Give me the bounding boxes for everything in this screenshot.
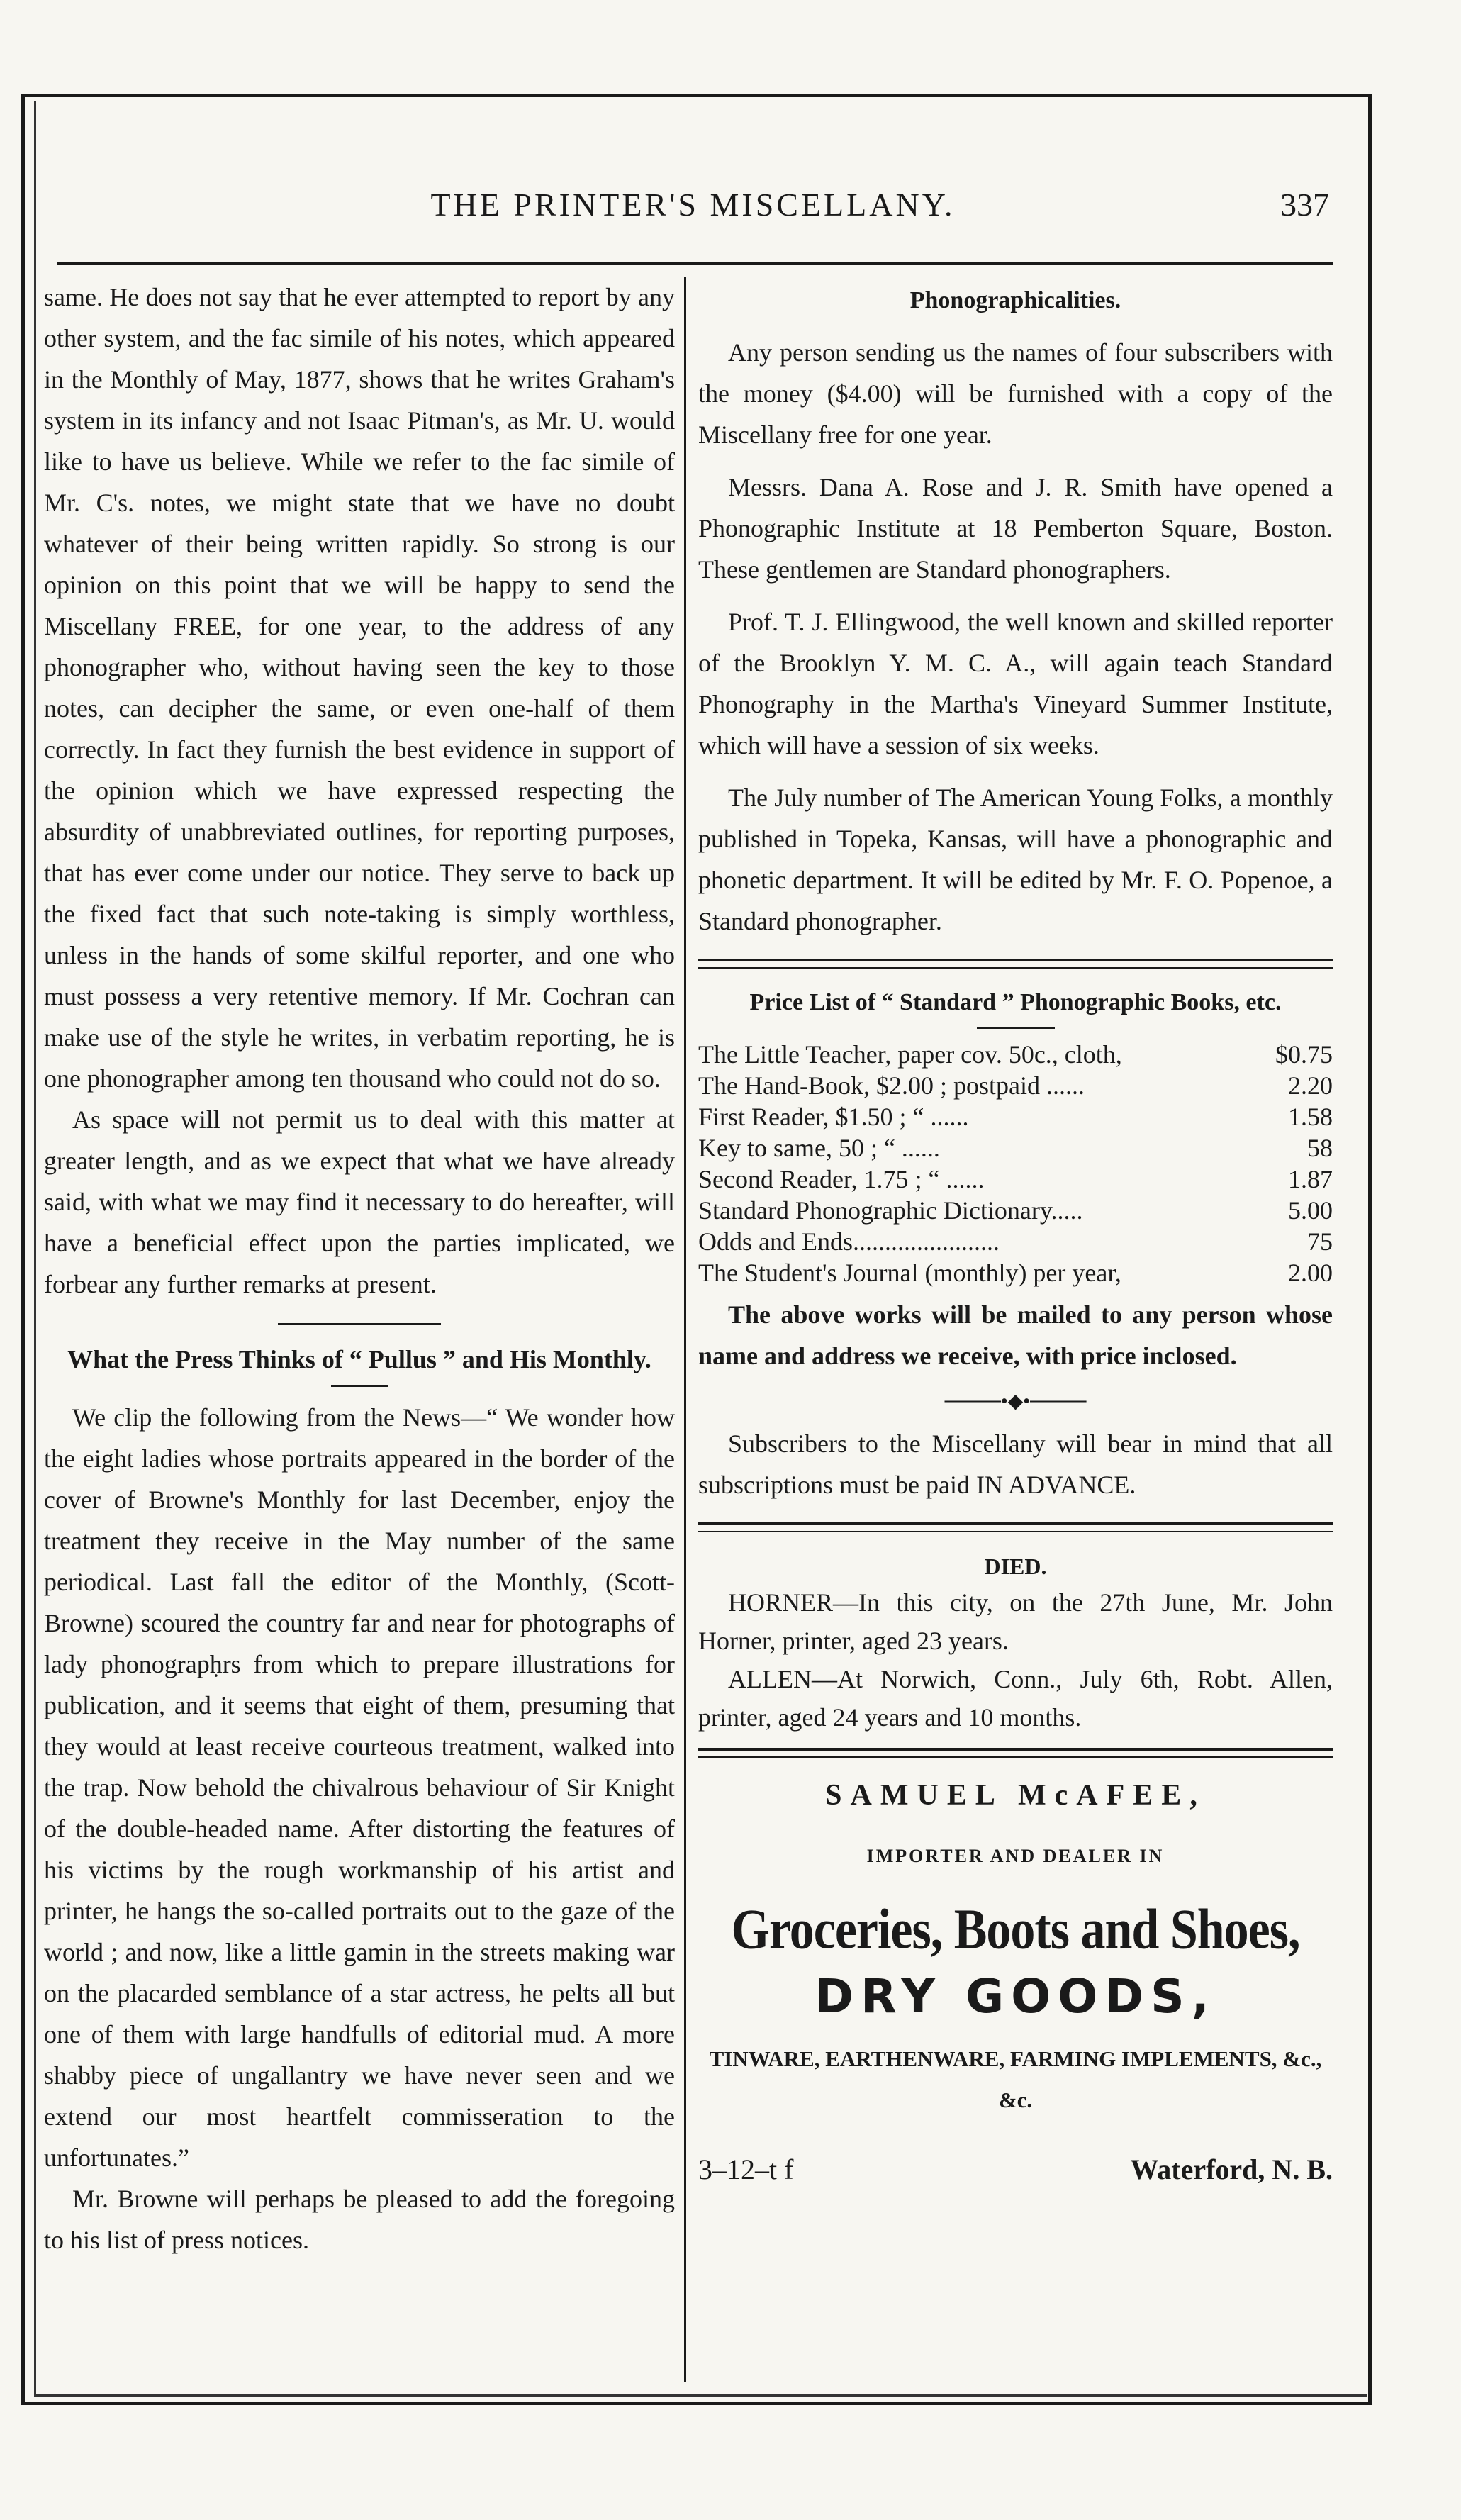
price-item: Standard Phonographic Dictionary..... — [698, 1196, 1083, 1225]
died-top-rule — [698, 1522, 1333, 1532]
phonographicalities-heading: Phonographicalities. — [909, 287, 1121, 313]
table-row — [698, 1070, 1333, 1101]
right-column — [698, 278, 1333, 2190]
column-divider — [684, 277, 686, 2382]
table-row — [698, 1132, 1333, 1164]
right-paragraph-3: Prof. T. J. Ellingwood, the well known and skilled reporter of the Brooklyn Y. M. C. A., will again teach Standard Phonography in the Martha's Vineyard Summer Institute, which will have a session of six weeks. — [698, 608, 1333, 759]
obituary-horner: HORNER—In this city, on the 27th June, Mr. John Horner, printer, aged 23 years. — [698, 1588, 1333, 1655]
price-value: $0.75 — [1275, 1040, 1333, 1069]
table-row — [698, 1257, 1333, 1288]
price-item: The Little Teacher, paper cov. 50c., cloth, — [698, 1040, 1122, 1069]
price-value: 1.58 — [1288, 1103, 1333, 1131]
left-paragraph-1: same. He does not say that he ever attempted to report by any other system, and the fac simile of his notes, which appeared in the Monthly of May, 1877, shows that he writes Graham's system in its infancy and not Isaac Pitman's, as Mr. U. would like to have us believe. While we refer to the fac simile of Mr. C's. notes, we might state that we have no doubt whatever of their being written rapidly. So strong is our opinion on this point that we will be happy to send the Miscellany FREE, for one year, to the address of any phonographer who, without having seen the key to those notes, can decipher the same, or even one-half of them correctly. In fact they furnish the best evidence in support of the opinion which we have expressed respecting the absurdity of unabbreviated outlines, for reporting purposes, that has ever come under our notice. They serve to back up the fixed fact that such note-taking is simply worthless, unless in the hands of some skilful reporter, and one who must possess a very retentive memory. If Mr. Cochran can make use of the style he writes, in verbatim reporting, he is one phonographer among ten thousand who could not do so. — [44, 283, 675, 1093]
advertiser-wares: TINWARE, EARTHENWARE, FARMING IMPLEMENTS, &c., &c. — [709, 2046, 1322, 2112]
running-title: THE PRINTER'S MISCELLANY. — [430, 186, 956, 223]
table-row — [698, 1195, 1333, 1226]
header-rule — [57, 262, 1333, 265]
price-item: Second Reader, 1.75 ; “ ...... — [698, 1165, 985, 1193]
right-paragraph-2: Messrs. Dana A. Rose and J. R. Smith have opened a Phonographic Institute at 18 Pemberton Square, Boston. These gentlemen are Standard phonographers. — [698, 473, 1333, 584]
price-item: The Hand-Book, $2.00 ; postpaid ...... — [698, 1071, 1085, 1100]
advertisement — [698, 1775, 1333, 2190]
page-header — [57, 186, 1329, 235]
subscribers-note: Subscribers to the Miscellany will bear in mind that all subscriptions must be paid IN ADVANCE. — [698, 1429, 1333, 1499]
left-column — [44, 277, 675, 2260]
price-item: First Reader, $1.50 ; “ ...... — [698, 1103, 969, 1131]
table-row — [698, 1226, 1333, 1257]
advertiser-goods: Groceries, Boots and Shoes, — [731, 1898, 1300, 1961]
advertisement-rule — [698, 1748, 1333, 1758]
price-value: 75 — [1307, 1227, 1333, 1256]
advertiser-location: Waterford, N. B. — [1130, 2153, 1333, 2185]
ornament-divider: ────•◆•──── — [944, 1390, 1087, 1412]
advertiser-name: SAMUEL McAFEE, — [825, 1779, 1206, 1812]
right-paragraph-4: The July number of The American Young Folks, a monthly published in Topeka, Kansas, will have a phonographic and phonetic department. It will be edited by Mr. F. O. Popenoe, a Standard phonographer. — [698, 784, 1333, 935]
advertiser-dry-goods: DRY GOODS, — [815, 1969, 1216, 2024]
left-paragraph-2: As space will not permit us to deal with this matter at greater length, and as we expect that what we have already said, with what we may find it necessary to do hereafter, will have a beneficial effect upon the parties implicated, we forbear any further remarks at present. — [44, 1105, 675, 1298]
price-list-heading: Price List of “ Standard ” Phonographic Books, etc. — [749, 989, 1282, 1015]
section-rule — [278, 1323, 441, 1325]
price-value: 1.87 — [1288, 1165, 1333, 1193]
price-item: Key to same, 50 ; “ ...... — [698, 1134, 940, 1162]
left-paragraph-3: We clip the following from the News—“ We wonder how the eight ladies whose portraits appeared in the border of the cover of Browne's Monthly for last December, enjoy the treatment they receive in the May number of the same periodical. Last fall the editor of the Monthly, (Scott-Browne) scoured the country far and near for photographs of lady phonograpḥrs from which to prepare illustrations for publication, and it seems that eight of them, presuming that they would at least receive courteous treatment, walked into the trap. Now behold the chivalrous behaviour of Sir Knight of the double-headed name. After distorting the features of his victims by the rough workmanship of his artist and printer, he hangs the so-called portraits out to the gaze of the world ; and now, like a little gamin in the streets making war on the placarded semblance of a star actress, he pelts all but one of them with large handfulls of editorial mud. A more shabby piece of ungallantry we have never seen and we extend our most heartfelt commisseration to the unfortunates.” — [44, 1403, 675, 2172]
heading-rule — [331, 1385, 388, 1387]
left-paragraph-4: Mr. Browne will perhaps be pleased to add the foregoing to his list of press notices. — [44, 2185, 675, 2254]
table-row — [698, 1164, 1333, 1195]
table-row — [698, 1039, 1333, 1070]
section-double-rule — [698, 959, 1333, 969]
advertiser-trade: IMPORTER AND DEALER IN — [866, 1846, 1165, 1866]
price-value: 2.00 — [1288, 1259, 1333, 1287]
died-heading: DIED. — [984, 1554, 1047, 1579]
price-value: 58 — [1307, 1134, 1333, 1162]
price-note: The above works will be mailed to any person whose name and address we receive, with price inclosed. — [698, 1300, 1333, 1370]
page-number: 337 — [1280, 186, 1329, 223]
price-item: The Student's Journal (monthly) per year, — [698, 1259, 1121, 1287]
table-row — [698, 1101, 1333, 1132]
obituary-allen: ALLEN—At Norwich, Conn., July 6th, Robt. Allen, printer, aged 24 years and 10 months. — [698, 1665, 1333, 1732]
price-item: Odds and Ends....................... — [698, 1227, 1000, 1256]
right-paragraph-1: Any person sending us the names of four subscribers with the money ($4.00) will be furnished with a copy of the Miscellany free for one year. — [698, 338, 1333, 449]
price-value: 2.20 — [1288, 1071, 1333, 1100]
price-list-table — [698, 1039, 1333, 1288]
press-heading: What the Press Thinks of “ Pullus ” and His Monthly. — [67, 1345, 651, 1373]
price-value: 5.00 — [1288, 1196, 1333, 1225]
price-heading-rule — [977, 1027, 1055, 1029]
insertion-code: 3–12–t f — [698, 2153, 794, 2185]
advertiser-footer — [698, 2149, 1333, 2190]
